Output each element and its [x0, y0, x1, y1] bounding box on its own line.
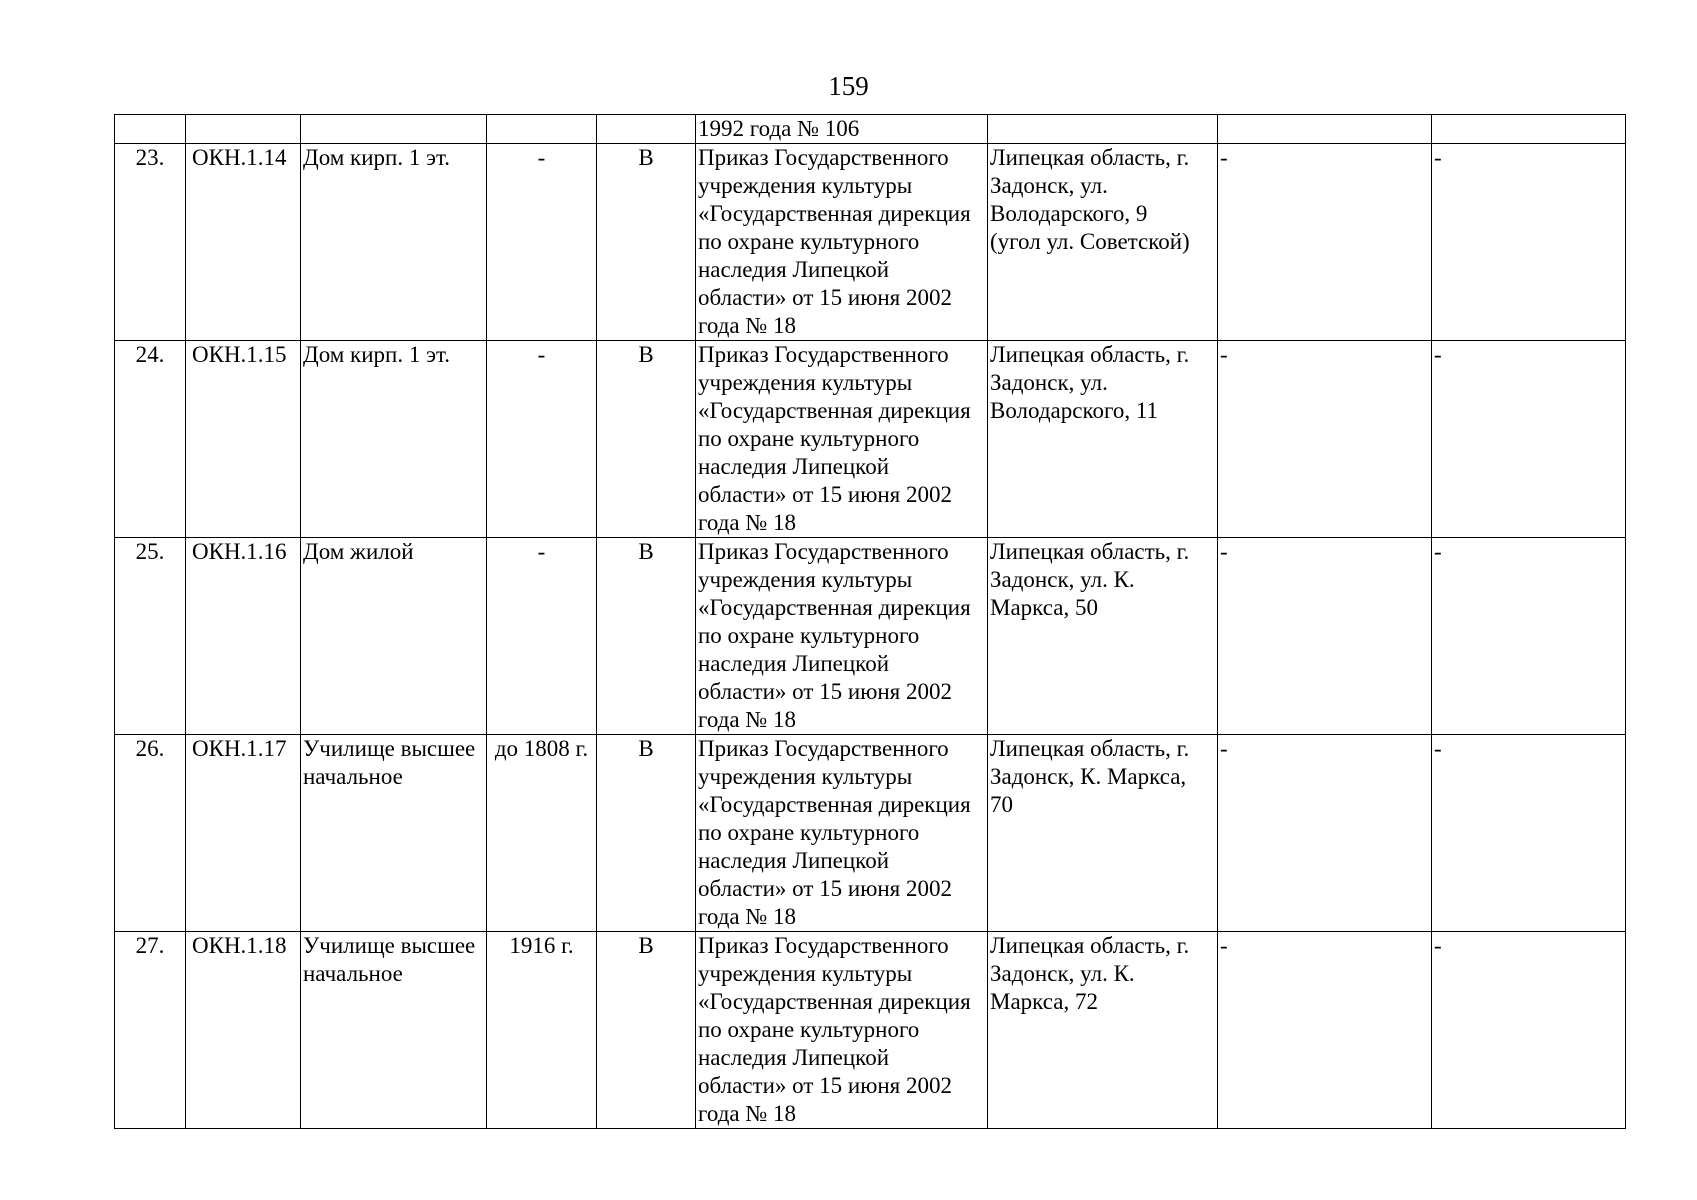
table-cell [487, 115, 597, 144]
object-category: В [597, 932, 696, 1129]
extra-cell-1: - [1218, 735, 1432, 932]
object-code: ОКН.1.15 [186, 341, 301, 538]
extra-cell-1: - [1218, 144, 1432, 341]
row-number: 24. [115, 341, 186, 538]
extra-cell-1: - [1218, 932, 1432, 1129]
object-date: 1916 г. [487, 932, 597, 1129]
table-row [115, 538, 1626, 735]
object-name: Училище высшее начальное [301, 932, 487, 1129]
object-name: Дом кирп. 1 эт. [301, 144, 487, 341]
object-address: Липецкая область, г. Задонск, К. Маркса, 70 [988, 735, 1218, 932]
extra-cell-1: - [1218, 538, 1432, 735]
object-code: ОКН.1.16 [186, 538, 301, 735]
object-date: - [487, 341, 597, 538]
object-date: до 1808 г. [487, 735, 597, 932]
extra-cell-2: - [1432, 735, 1626, 932]
row-number: 26. [115, 735, 186, 932]
table-cell [1218, 115, 1432, 144]
table-cell-document-continuation: 1992 года № 106 [696, 115, 988, 144]
table-cell [115, 115, 186, 144]
extra-cell-2: - [1432, 341, 1626, 538]
row-number: 25. [115, 538, 186, 735]
table-cell [301, 115, 487, 144]
legal-document: Приказ Государственного учреждения культуры «Государственная дирекция по охране культурного наследия Липецкой области» от 15 июня 2002 года № 18 [696, 538, 988, 735]
table-cell [988, 115, 1218, 144]
object-code: ОКН.1.17 [186, 735, 301, 932]
table-cell [597, 115, 696, 144]
heritage-registry-table [114, 114, 1626, 1129]
object-name: Дом жилой [301, 538, 487, 735]
row-number: 27. [115, 932, 186, 1129]
object-address: Липецкая область, г. Задонск, ул. Володарского, 9 (угол ул. Советской) [988, 144, 1218, 341]
table-cell [1432, 115, 1626, 144]
object-category: В [597, 144, 696, 341]
object-address: Липецкая область, г. Задонск, ул. К. Маркса, 50 [988, 538, 1218, 735]
object-code: ОКН.1.18 [186, 932, 301, 1129]
table-row [115, 341, 1626, 538]
extra-cell-2: - [1432, 538, 1626, 735]
object-name: Дом кирп. 1 эт. [301, 341, 487, 538]
legal-document: Приказ Государственного учреждения культуры «Государственная дирекция по охране культурного наследия Липецкой области» от 15 июня 2002 года № 18 [696, 144, 988, 341]
extra-cell-1: - [1218, 341, 1432, 538]
table-row-continuation [115, 115, 1626, 144]
object-category: В [597, 735, 696, 932]
table-row [115, 735, 1626, 932]
object-category: В [597, 538, 696, 735]
extra-cell-2: - [1432, 932, 1626, 1129]
object-name: Училище высшее начальное [301, 735, 487, 932]
row-number: 23. [115, 144, 186, 341]
object-date: - [487, 538, 597, 735]
extra-cell-2: - [1432, 144, 1626, 341]
legal-document: Приказ Государственного учреждения культуры «Государственная дирекция по охране культурного наследия Липецкой области» от 15 июня 2002 года № 18 [696, 735, 988, 932]
object-address: Липецкая область, г. Задонск, ул. К. Маркса, 72 [988, 932, 1218, 1129]
table-cell [186, 115, 301, 144]
legal-document: Приказ Государственного учреждения культуры «Государственная дирекция по охране культурного наследия Липецкой области» от 15 июня 2002 года № 18 [696, 932, 988, 1129]
table-row [115, 144, 1626, 341]
object-date: - [487, 144, 597, 341]
table-row [115, 932, 1626, 1129]
object-code: ОКН.1.14 [186, 144, 301, 341]
legal-document: Приказ Государственного учреждения культуры «Государственная дирекция по охране культурного наследия Липецкой области» от 15 июня 2002 года № 18 [696, 341, 988, 538]
object-category: В [597, 341, 696, 538]
object-address: Липецкая область, г. Задонск, ул. Володарского, 11 [988, 341, 1218, 538]
page-number: 159 [828, 71, 869, 101]
